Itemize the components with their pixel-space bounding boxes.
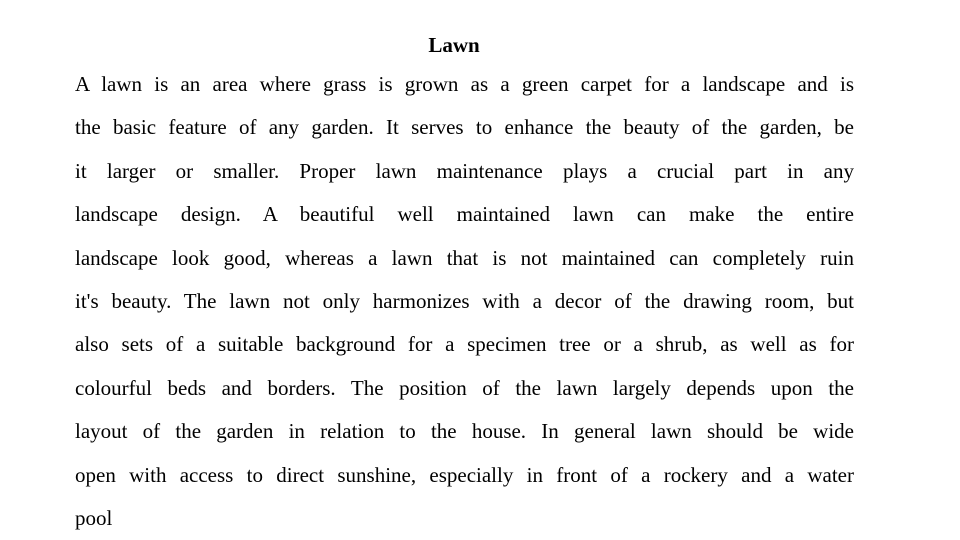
- body-line-9: layout of the garden in relation to the house. In general lawn should be wide: [75, 419, 854, 444]
- body-line-4: landscape design. A beautiful well maintained lawn can make the entire: [75, 202, 854, 227]
- body-line-7: also sets of a suitable background for a specimen tree or a shrub, as well as for: [75, 332, 854, 357]
- body-line-6: it's beauty. The lawn not only harmonizes with a decor of the drawing room, but: [75, 289, 854, 314]
- body-line-2: the basic feature of any garden. It serves to enhance the beauty of the garden, be: [75, 115, 854, 140]
- body-line-1: A lawn is an area where grass is grown as a green carpet for a landscape and is: [75, 72, 854, 96]
- document-title: Lawn: [428, 33, 480, 57]
- body-line-8: colourful beds and borders. The position of the lawn largely depends upon the: [75, 375, 854, 400]
- body-line-3: it larger or smaller. Proper lawn maintenance plays a crucial part in any: [75, 158, 854, 183]
- body-line-11: pool: [75, 506, 113, 531]
- body-line-10: open with access to direct sunshine, especially in front of a rockery and a water: [75, 462, 854, 487]
- document-body: [75, 63, 854, 540]
- body-line-5: landscape look good, whereas a lawn that is not maintained can completely ruin: [75, 245, 854, 270]
